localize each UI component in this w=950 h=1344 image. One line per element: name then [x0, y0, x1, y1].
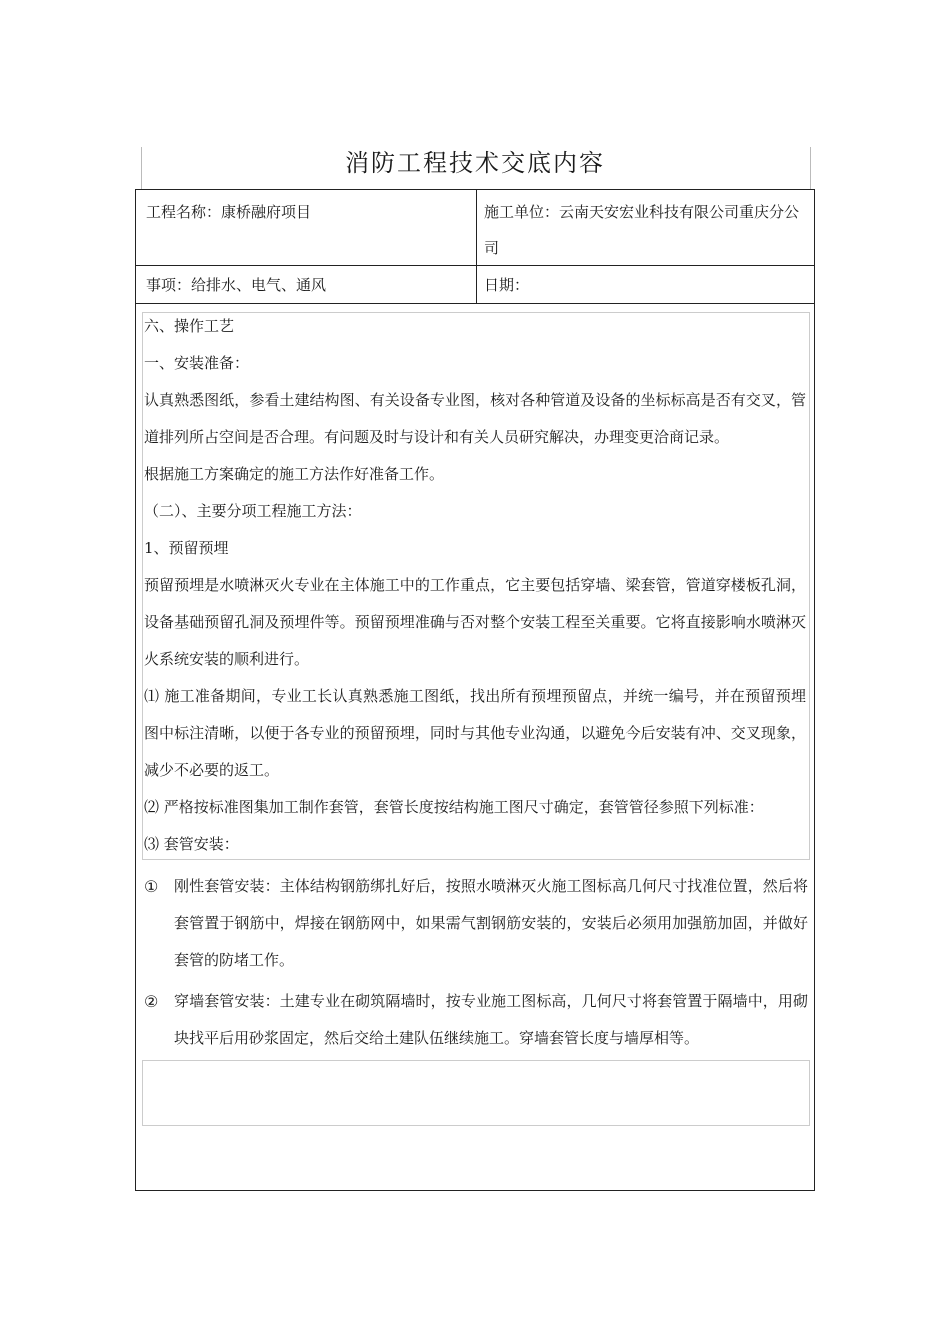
subsection-heading: 一、安装准备： [144, 354, 250, 372]
item-number: ② [144, 992, 159, 1011]
header-row-1 [136, 190, 814, 266]
column-divider [476, 266, 477, 303]
item-text: 穿墙套管安装：土建专业在砌筑隔墙时，按专业施工图标高，几何尺寸将套管置于隔墙中，用砌块找平后用砂浆固定，然后交给土建队伍继续施工。穿墙套管长度与墙厚相等。 [174, 992, 808, 1047]
paragraph: ⑴ 施工准备期间，专业工长认真熟悉施工图纸，找出所有预埋预留点，并统一编号，并在预留预埋图中标注清晰，以便于各专业的预留预埋，同时与其他专业沟通，以避免今后安装有冲、交叉现象，减少不必要的返工。 [144, 687, 806, 779]
disclosure-form [135, 189, 815, 1191]
content-body [144, 308, 806, 863]
paragraph: ⑵ 严格按标准图集加工制作套管，套管长度按结构施工图尺寸确定，套管管径参照下列标准： [144, 798, 764, 816]
item-number: ① [144, 877, 159, 896]
construction-unit-cell: 施工单位：云南天安宏业科技有限公司重庆分公司 [484, 203, 800, 257]
paragraph: 认真熟悉图纸，参看土建结构图、有关设备专业图，核对各种管道及设备的坐标标高是否有交叉，管道排列所占空间是否合理。有问题及时与设计和有关人员研究解决，办理变更洽商记录。 [144, 391, 806, 446]
item-text: 刚性套管安装：主体结构钢筋绑扎好后，按照水喷淋灭火施工图标高几何尺寸找准位置，然后将套管置于钢筋中，焊接在钢筋网中，如果需气割钢筋安装的，安装后必须用加强筋加固，并做好套管的防堵工作。 [174, 877, 808, 969]
list-item [144, 868, 808, 979]
paragraph: 根据施工方案确定的施工方法作好准备工作。 [144, 465, 445, 483]
paragraph: 预留预埋是水喷淋灭火专业在主体施工中的工作重点，它主要包括穿墙、梁套管，管道穿楼板孔洞，设备基础预留孔洞及预埋件等。预留预埋准确与否对整个安装工程至关重要。它将直接影响水喷淋灭火系统安装的顺利进行。 [144, 576, 806, 668]
project-name-cell: 工程名称：康桥融府项目 [146, 203, 312, 221]
paragraph: ⑶ 套管安装： [144, 835, 239, 853]
sleeve-install-list [144, 868, 808, 1061]
empty-frame [142, 1060, 810, 1126]
subsection-heading: 1、预留预埋 [144, 539, 229, 557]
section-heading: 六、操作工艺 [144, 317, 235, 335]
page-title: 消防工程技术交底内容 [345, 149, 605, 177]
subsection-heading: （二）、主要分项工程施工方法： [144, 502, 362, 520]
header-row-2 [136, 266, 814, 304]
date-cell: 日期： [484, 276, 530, 294]
list-item [144, 983, 808, 1057]
matter-cell: 事项：给排水、电气、通风 [146, 276, 327, 294]
column-divider [476, 190, 477, 265]
